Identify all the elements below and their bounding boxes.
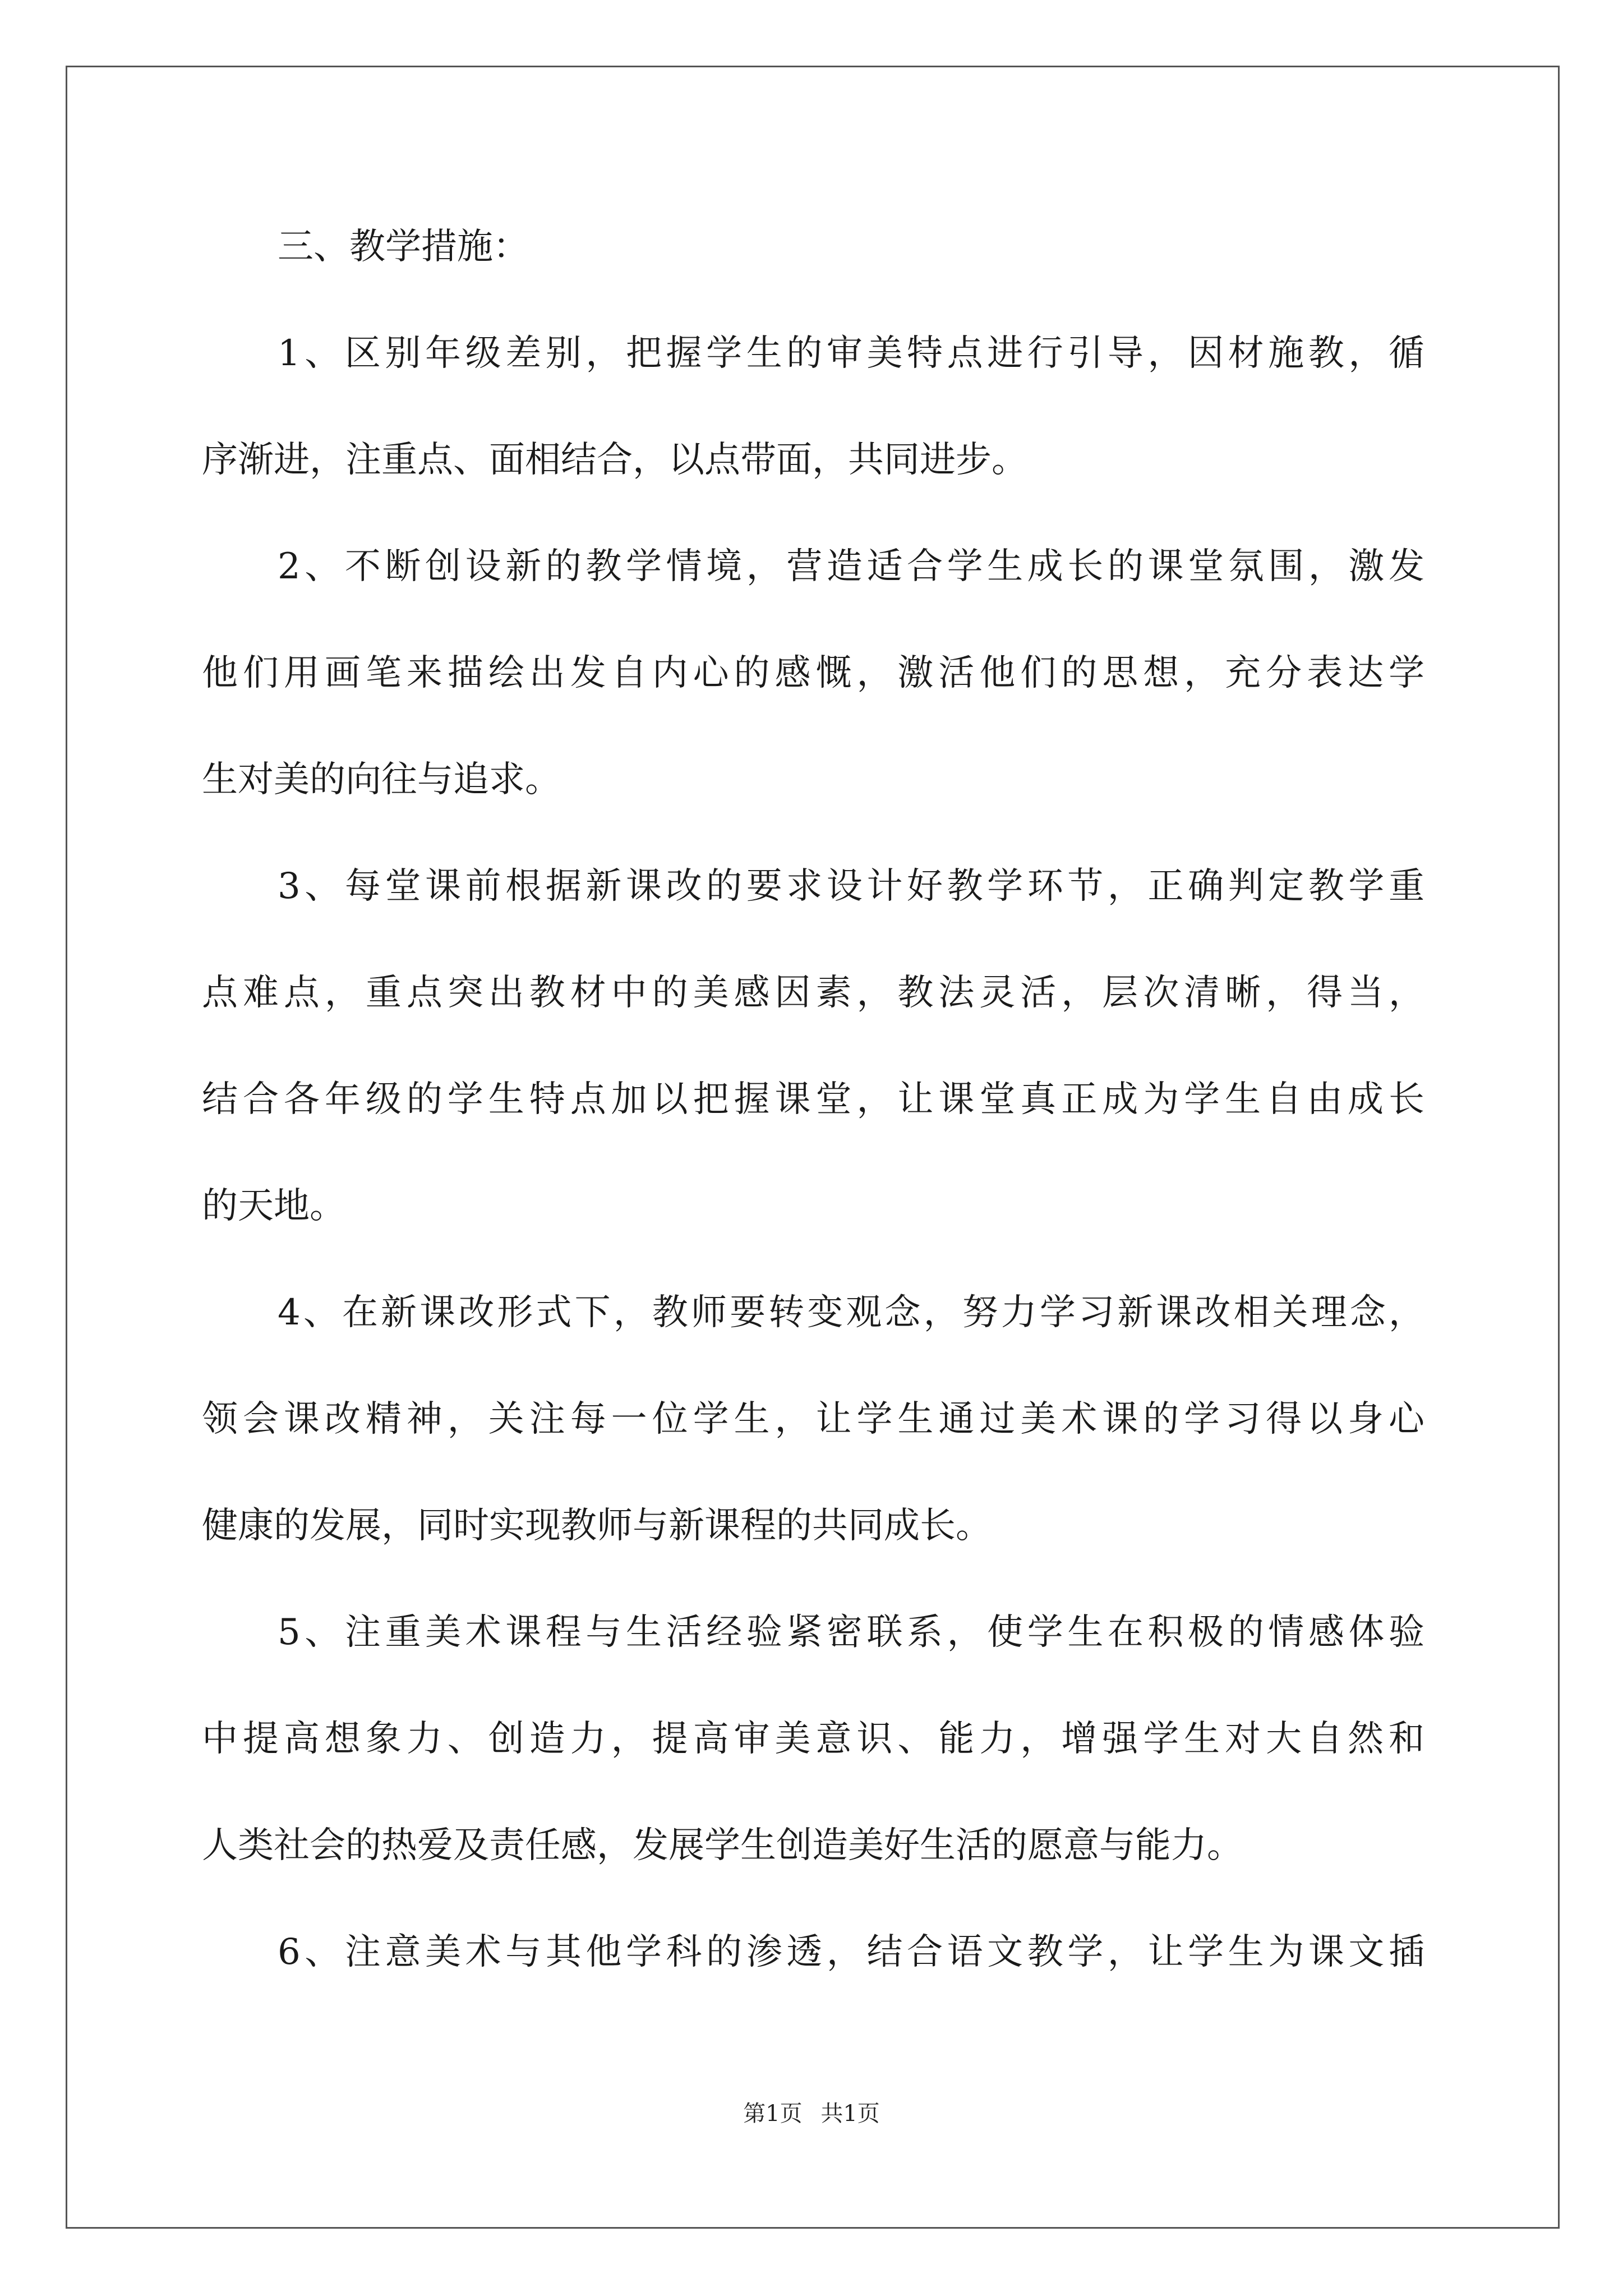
paragraph-line: 的天地。	[202, 1185, 345, 1227]
paragraph-line: 2、不断创设新的教学情境，营造适合学生成长的课堂氛围，激发	[278, 546, 1424, 587]
paragraph-line: 1、区别年级差别，把握学生的审美特点进行引导，因材施教，循	[278, 333, 1424, 374]
paragraph-line: 点难点，重点突出教材中的美感因素，教法灵活，层次清晰，得当，	[202, 972, 1424, 1014]
paragraph-line: 6、注意美术与其他学科的渗透，结合语文教学，让学生为课文插	[278, 1931, 1424, 1973]
paragraph-line: 他们用画笔来描绘出发自内心的感慨，激活他们的思想，充分表达学	[202, 652, 1424, 694]
page-footer	[0, 2098, 1623, 2129]
paragraph-line: 健康的发展，同时实现教师与新课程的共同成长。	[202, 1505, 992, 1547]
page-total: 共1页	[820, 2101, 880, 2127]
page-number: 第1页	[743, 2101, 803, 2127]
paragraph-line: 生对美的向往与追求。	[202, 759, 561, 800]
paragraph-line: 人类社会的热爱及责任感，发展学生创造美好生活的愿意与能力。	[202, 1825, 1243, 1866]
paragraph-line: 领会课改精神，关注每一位学生，让学生通过美术课的学习得以身心	[202, 1398, 1424, 1440]
page-border	[66, 66, 1560, 2229]
paragraph-line: 3、每堂课前根据新课改的要求设计好教学环节，正确判定教学重	[278, 866, 1424, 907]
paragraph-line: 5、注重美术课程与生活经验紧密联系，使学生在积极的情感体验	[278, 1612, 1424, 1653]
paragraph-line: 4、在新课改形式下，教师要转变观念，努力学习新课改相关理念，	[278, 1292, 1424, 1333]
paragraph-line: 中提高想象力、创造力，提高审美意识、能力，增强学生对大自然和	[202, 1718, 1424, 1760]
paragraph-line: 序渐进，注重点、面相结合，以点带面，共同进步。	[202, 439, 1027, 481]
paragraph-line: 结合各年级的学生特点加以把握课堂，让课堂真正成为学生自由成长	[202, 1079, 1424, 1120]
section-heading: 三、教学措施：	[278, 226, 529, 268]
